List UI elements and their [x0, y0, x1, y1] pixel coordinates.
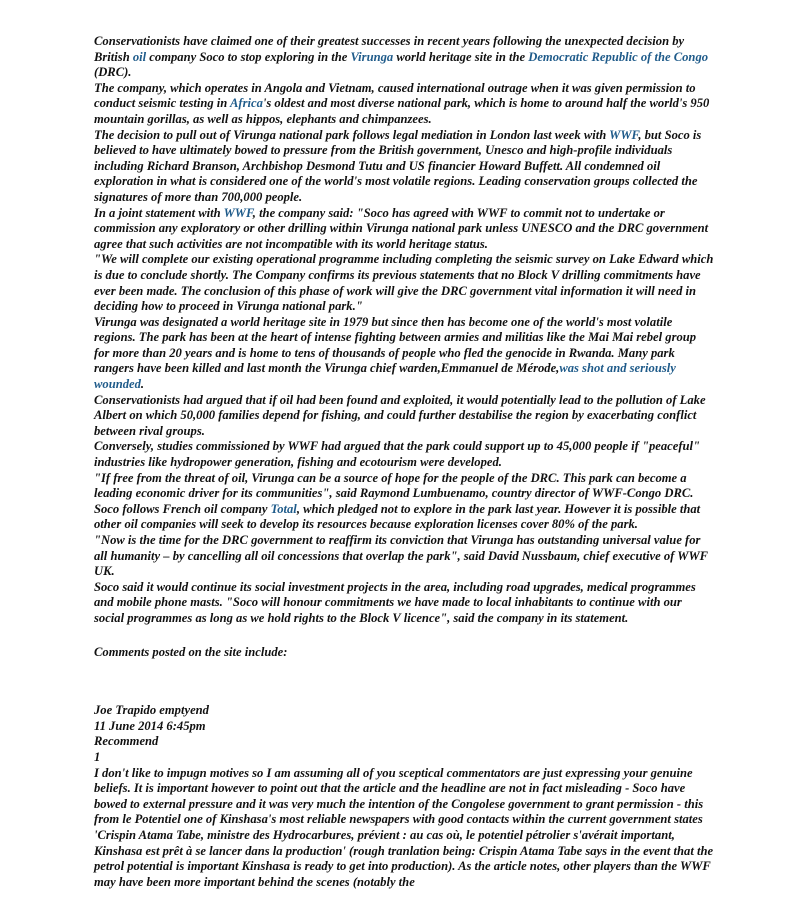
comment	[94, 703, 714, 890]
shot-wounded-link[interactable]: was shot and seriously wounded	[94, 361, 676, 392]
paragraph-text: .	[140, 377, 145, 392]
paragraph-text: world heritage site in the	[393, 49, 529, 64]
spacer	[94, 660, 714, 703]
paragraph-text: (DRC).	[94, 65, 132, 80]
recommend-count: 1	[94, 749, 101, 764]
paragraph-text: , which pledged not to explore in the park last year. However it is possible that other oil companies will seek to develop its resources because exploration licenses cover 80% of the park.	[94, 501, 701, 532]
article-paragraph: Conversely, studies commissioned by WWF had argued that the park could support up to 45,000 people if "peaceful" industries like hydropower generation, fishing and ecotourism were developed.	[94, 439, 701, 470]
article-paragraph	[94, 502, 714, 533]
africa-link[interactable]: Africa	[229, 96, 263, 111]
article-paragraph	[94, 206, 714, 253]
document-page	[94, 34, 714, 890]
article-paragraph: "We will complete our existing operational programme including completing the seismic survey on Lake Edward which is due to conclude shortly. The Company confirms its previous statements that no Block V drilling commitments have ever been made. The conclusion of this phase of work will give the DRC government vital information it will need in deciding how to proceed in Virunga national park."	[94, 252, 714, 314]
article-paragraph	[94, 128, 714, 206]
article-paragraph	[94, 315, 714, 393]
paragraph-text: 's oldest and most diverse national park, which is home to around half the world's 950 mountain gorillas, as well as hippos, elephants and chimpanzees.	[94, 96, 710, 126]
paragraph-text: company Soco to stop exploring in the	[146, 49, 351, 64]
comment-date: 11 June 2014 6:45pm	[94, 718, 206, 733]
paragraph-text: In a joint statement with	[94, 205, 224, 220]
paragraph-text: Soco follows French oil company	[94, 501, 271, 516]
article-paragraph: "If free from the threat of oil, Virunga can be a source of hope for the people of the DRC. This park can become a leading economic driver for its communities", said Raymond Lumbuenamo, country director of WWF-Congo DRC.	[94, 470, 694, 501]
wwf-link[interactable]: WWF	[609, 127, 639, 142]
recommend-button[interactable]: Recommend	[94, 734, 159, 749]
article-paragraph: Soco said it would continue its social investment projects in the area, including road upgrades, medical programmes and mobile phone masts. "Soco will honour commitments we have made to local inhabitants to continue with our social programmes as long as we hold rights to the Block V licence", said the company in its statement.	[94, 579, 696, 625]
article-paragraph	[94, 34, 714, 81]
comment-author: Joe Trapido emptyend	[94, 703, 209, 718]
paragraph-text: Virunga was designated a world heritage site in 1979 but since then has become one of the world's most volatile regions. The park has been at the heart of intense fighting between armies and militias like the Mai Mai rebel group for more than 20 years and is home to tens of thousands of people who fled the genocide in Rwanda. Many park rangers have been killed and last month the Virunga chief warden,Emmanuel de Mérode,	[94, 314, 697, 376]
article-paragraph: "Now is the time for the DRC government to reaffirm its conviction that Virunga has outstanding universal value for all humanity – by cancelling all oil concessions that overlap the park", said David Nussbaum, chief executive of WWF UK.	[94, 533, 708, 579]
virunga-link[interactable]: Virunga	[350, 49, 394, 64]
comments-heading: Comments posted on the site include:	[94, 644, 288, 659]
article-paragraph	[94, 81, 714, 128]
spacer	[94, 627, 714, 645]
article-paragraph: Conservationists had argued that if oil had been found and exploited, it would potentially lead to the pollution of Lake Albert on which 50,000 families depend for fishing, and could further destabilise the region by exacerbating conflict between rival groups.	[94, 392, 706, 438]
paragraph-text: The company, which operates in Angola and Vietnam, caused international outrage when it was given permission to conduct seismic testing in	[94, 80, 696, 111]
wwf-link[interactable]: WWF	[223, 205, 253, 220]
paragraph-text: Conservationists have claimed one of their greatest successes in recent years following the unexpected decision by British	[94, 34, 685, 64]
drc-link[interactable]: Democratic Republic of the Congo	[528, 49, 709, 64]
paragraph-text: The decision to pull out of Virunga national park follows legal mediation in London last week with	[94, 127, 610, 142]
paragraph-text: , the company said: "Soco has agreed with WWF to commit not to undertake or commission any exploratory or other drilling within Virunga national park unless UNESCO and the DRC government agree that such activities are not incompatible with its world heritage status.	[94, 205, 709, 251]
oil-link[interactable]: oil	[132, 49, 147, 64]
paragraph-text: , but Soco is believed to have ultimately bowed to pressure from the British government, Unesco and high-profile individuals including Richard Branson, Archbishop Desmond Tutu and US financier Howard Buffett. All condemned oil exploration in what is considered one of the world's most volatile regions. Leading conservation groups collected the signatures of more than 700,000 people.	[94, 127, 702, 204]
total-link[interactable]: Total	[270, 501, 297, 516]
comment-body: I don't like to impugn motives so I am assuming all of you sceptical commentators are just expressing your genuine beliefs. It is important however to point out that the article and the headline are not in fact misleading - Soco have bowed to external pressure and it was very much the intention of the Congolese government to grant permission - this from le Potentiel one of Kinshasa's most reliable newspapers with good contacts within the current government states 'Crispin Atama Tabe, ministre des Hydrocarbures, prévient : au cas où, le potentiel pétrolier s'avérait important, Kinshasa est prêt à se lancer dans la production' (rough tranlation being: Crispin Atama Tabe says in the event that the petrol potential is important Kinshasa is ready to get into production). As the article notes, other players than the WWF may have been more important behind the scenes (notably the	[94, 765, 714, 889]
